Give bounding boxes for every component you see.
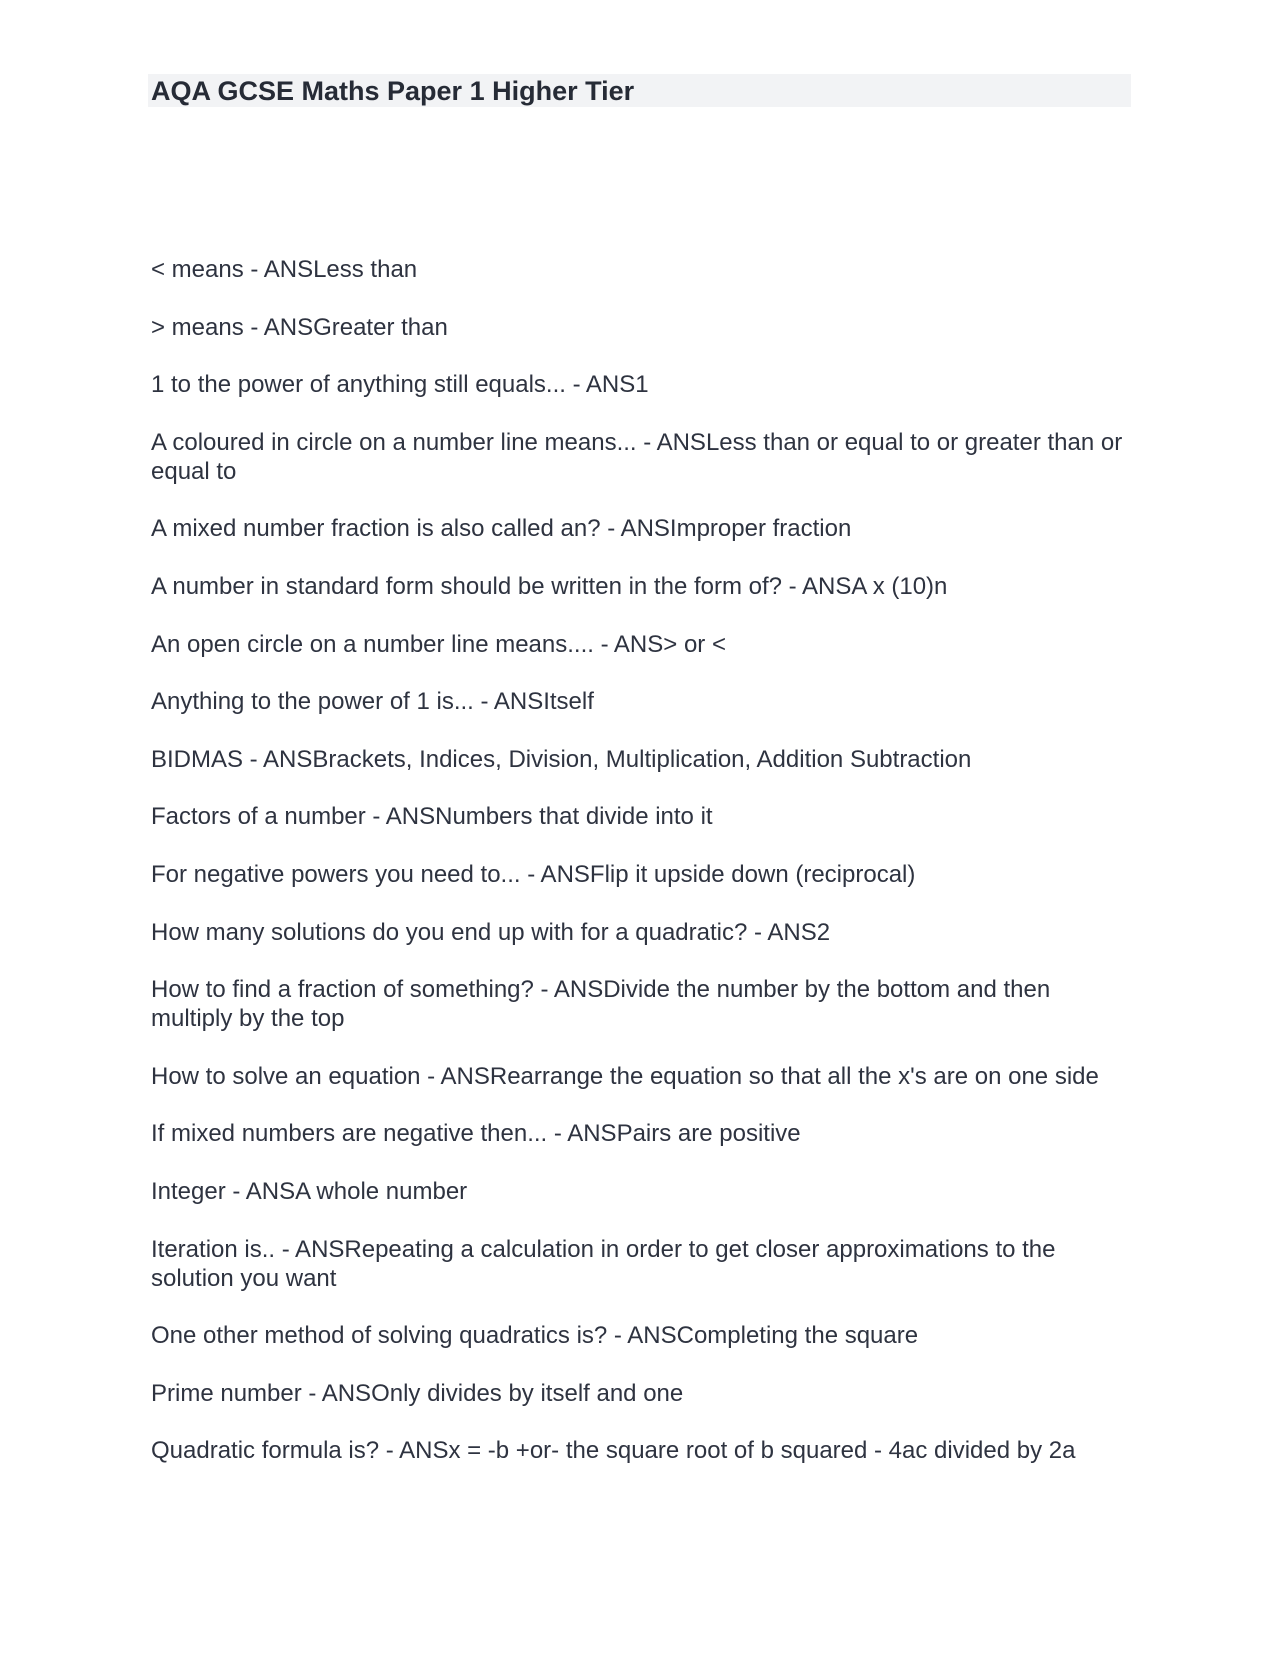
flashcard-entry: Integer - ANSA whole number <box>151 1177 468 1205</box>
flashcard-entry: < means - ANSLess than <box>151 256 418 283</box>
document-title: AQA GCSE Maths Paper 1 Higher Tier <box>151 76 635 106</box>
flashcard-entry: An open circle on a number line means.... - ANS> or < <box>151 630 726 658</box>
flashcard-entry: How to find a fraction of something? - ANSDivide the number by the bottom and then multiply by the top <box>151 976 1051 1033</box>
flashcard-entry: Anything to the power of 1 is... - ANSItself <box>151 688 594 716</box>
flashcard-entry: Prime number - ANSOnly divides by itself and one <box>151 1379 684 1407</box>
flashcard-entry: A coloured in circle on a number line means... - ANSLess than or equal to or greater than or equal to <box>151 428 1123 485</box>
flashcard-entry: BIDMAS - ANSBrackets, Indices, Division, Multiplication, Addition Subtraction <box>151 745 972 773</box>
flashcard-list <box>151 255 1131 1465</box>
flashcard-entry: A number in standard form should be written in the form of? - ANSA x (10)n <box>151 572 948 600</box>
flashcard-entry: > means - ANSGreater than <box>151 313 448 341</box>
flashcard-entry: 1 to the power of anything still equals... - ANS1 <box>151 371 649 399</box>
flashcard-entry: Factors of a number - ANSNumbers that divide into it <box>151 803 713 831</box>
flashcard-entry: For negative powers you need to... - ANSFlip it upside down (reciprocal) <box>151 860 916 888</box>
flashcard-entry: How many solutions do you end up with for a quadratic? - ANS2 <box>151 918 831 946</box>
flashcard-entry: If mixed numbers are negative then... - ANSPairs are positive <box>151 1120 801 1148</box>
flashcard-entry: Quadratic formula is? - ANSx = -b +or- the square root of b squared - 4ac divided by 2a <box>151 1437 1076 1465</box>
flashcard-entry: One other method of solving quadratics is? - ANSCompleting the square <box>151 1322 919 1350</box>
flashcard-entry: A mixed number fraction is also called an? - ANSImproper fraction <box>151 515 852 543</box>
flashcard-entry: How to solve an equation - ANSRearrange the equation so that all the x's are on one side <box>151 1062 1099 1090</box>
flashcard-entry: Iteration is.. - ANSRepeating a calculation in order to get closer approximations to the solution you want <box>151 1235 1056 1292</box>
